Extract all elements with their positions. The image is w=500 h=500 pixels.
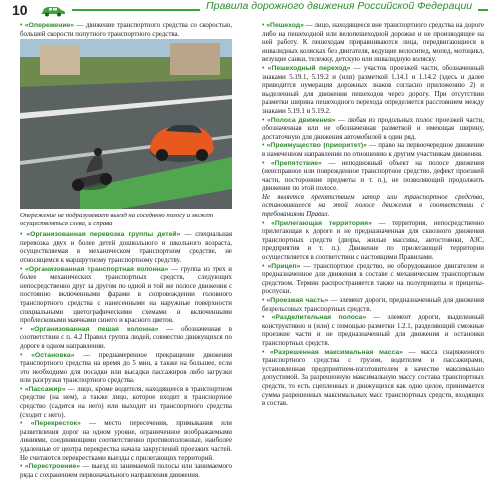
definition-term: «Проезжая часть»: [266, 297, 329, 304]
definition-entry: [20, 231, 232, 265]
page-header: [0, 0, 500, 22]
definition-text: — транспортное средство, не оборудованное двигателем и предназначенное для движения в составе с механическим транспортным средством. Термин распространяется также на полуприцепы и прицепы-роспуски.: [262, 262, 484, 296]
right-column: [262, 22, 484, 409]
left-column: [20, 22, 232, 480]
bullet-mark: •: [262, 348, 270, 356]
definition-term: «Опережение»: [24, 22, 75, 29]
definition-entry: [20, 326, 232, 352]
definition-text: — специальная перевозка двух и более детей дошкольного и школьного возраста, осуществляемая в механическом транспортном средстве, не относящемся к маршрутному транспортному средству.: [20, 231, 232, 264]
bullet-mark: •: [20, 325, 31, 333]
definition-text: — лицо, кроме водителя, находящееся в транспортном средстве (на нем), а также лицо, которое входит в транспортное средство (садится на него) или выходит из транспортного средства (сходит с него).: [20, 385, 232, 419]
definition-text: — выезд из занимаемой полосы или занимаемого ряда с сохранением первоначального направления движения.: [20, 463, 232, 479]
bullet-mark: •: [262, 262, 268, 270]
definition-entry: [262, 65, 484, 117]
definition-text: — участок проезжей части, обозначенный знаками 5.19.1, 5.19.2 и (или) разметкой 1.14.1 и 1.14.2 (здесь и далее приводится нумерация дорожных знаков согласно приложению 2) и выделенный для движения пешеходов через дорогу. При отсутствии разметки ширина пешеходного перехода определяется расстоянием между знаками 5.19.1 и 5.19.2.: [262, 64, 484, 115]
definition-text: — элемент дороги, предназначенный для движения безрельсовых транспортных средств.: [262, 297, 484, 313]
definition-term: «Перекресток»: [30, 420, 81, 428]
definition-text: — масса снаряженного транспортного средства с грузом, водителем и пассажирами, установленная предприятием-изготовителем в качестве максимально допустимой. За разрешенную максимальную массу состава транспортных средств, то есть сцепленных и движущихся как одно целое, принимается сумма разрешенных максимальных масс транспортных средств, входящих в состав.: [262, 348, 484, 408]
definition-term: «Остановка»: [31, 351, 75, 359]
definition-overtaking: [20, 22, 232, 39]
definition-entry: [262, 349, 484, 409]
definition-term: «Пешеходный переход»: [267, 64, 351, 72]
definition-entry: [262, 314, 484, 348]
definition-entry: [20, 463, 232, 480]
bullet-mark: •: [20, 265, 26, 273]
definition-term: «Пешеход»: [266, 22, 304, 29]
definition-term: «Разделительная полоса»: [271, 314, 367, 322]
running-title: Правила дорожного движения Российской Федерации: [200, 0, 478, 12]
bullet-mark: •: [20, 351, 32, 359]
photo-caption: Опережение не подразумевает выезд на соседнюю полосу и может осуществляться слева, и справа: [20, 212, 214, 228]
definition-term: «Прицеп»: [267, 262, 301, 270]
definition-text: — группа из трех и более механических транспортных средств, следующих непосредственно друг за другом по одной и той же полосе движения с постоянно включенными фарами в сопровождении головного транспортного средства с нанесенными на наружные поверхности специальными цветографическими схемами и включенными проблесковыми маячками синего и красного цветов.: [20, 265, 232, 325]
definition-entry: [262, 263, 484, 297]
definition-term: «Преимущество (приоритет)»: [266, 142, 367, 150]
definition-text: — элемент дороги, выделенный конструктивно и (или) с помощью разметки 1.2.1, разделяющий смежные проезжие части и не предназначенный для движения и остановки транспортных средств.: [262, 314, 484, 347]
definition-entry: [20, 386, 232, 420]
definition-entry: [262, 142, 484, 159]
bullet-mark: •: [262, 159, 271, 167]
bullet-mark: •: [262, 314, 272, 322]
definition-text: — право на первоочередное движение в намеченном направлении по отношению к другим участникам движения.: [262, 142, 485, 158]
definition-text: — обозначенная в соответствии с п. 4.2 Правил группа людей, совместно движущихся по дороге в одном направлении.: [20, 325, 232, 350]
car-icon: [40, 5, 66, 17]
definition-text: — территория, непосредственно прилегающая к дороге и не предназначенная для сквозного движения транспортных средств (дворы, жилые массивы, автостоянки, АЗС, предприятия и т. п.). Движение по прилегающей территории осуществляется в соответствии с настоящими Правилами.: [262, 219, 484, 262]
bullet-mark: •: [20, 420, 31, 428]
bullet-mark: •: [262, 297, 267, 304]
definition-entry: [20, 266, 232, 326]
definition-entry: [262, 160, 484, 194]
definition-term: «Полоса движения»: [267, 116, 336, 124]
definition-entry: [262, 220, 484, 263]
bullet-mark: •: [262, 64, 268, 72]
definition-term: «Организованная транспортная колонна»: [25, 265, 169, 273]
definition-text: — любая из продольных полос проезжей части, обозначенная или не обозначенная разметкой и имеющая ширину, достаточную для движения автомобилей в один ряд.: [262, 116, 484, 141]
bullet-mark: •: [20, 385, 25, 393]
definition-term: «Прилегающая территория»: [271, 219, 372, 227]
definition-text: — движение транспортного средства со скоростью, большей скорости попутного транспортного средства.: [20, 22, 232, 38]
overtaking-illustration: [20, 39, 232, 209]
definition-entry: [262, 117, 484, 143]
definition-term: «Организованная перевозка группы детей»: [26, 231, 181, 239]
bullet-mark: •: [20, 231, 27, 239]
definition-term: «Перестроение»: [24, 463, 81, 471]
bullet-mark: •: [262, 219, 272, 227]
definition-entry: [20, 420, 232, 463]
definition-term: «Организованная пешая колонна»: [30, 325, 159, 333]
definition-text: — лицо, находящееся вне транспортного средства на дороге либо на пешеходной или велопешеходной дорожке и не производящее на ней работу. К пешеходам приравниваются лица, передвигающиеся в инвалидных колясках без двигателя, ведущие велосипед, мопед, мотоцикл, везущие санки, тележку, детскую или инвалидную коляску.: [262, 22, 484, 64]
definition-term: «Разрешенная максимальная масса»: [269, 348, 403, 356]
bullet-mark: •: [20, 463, 25, 471]
definition-text: — место пересечения, примыкания или разветвления дорог на одном уровне, ограниченное воображаемыми линиями, соединяющими соответственно противоположные, наиболее удаленные от центра перекрестка начала закруглений проезжих частей. Не считаются перекрестками выезды с прилегающих территорий.: [20, 420, 232, 462]
definition-entry: [262, 297, 484, 314]
road-photo: [20, 39, 232, 209]
definition-entry: [262, 22, 484, 65]
page-number: 10: [12, 2, 28, 18]
definition-text: — преднамеренное прекращение движения транспортного средства на время до 5 мин, а также на большее, если это необходимо для посадки или высадки пассажиров либо загрузки или разгрузки транспортного средства.: [20, 351, 232, 385]
bullet-mark: •: [262, 142, 267, 150]
definition-text: — неподвижный объект на полосе движения (неисправное или поврежденное транспортное средство, дефект проезжей части, посторонние предметы и т. п.), не позволяющий продолжить движение по этой полосе.: [262, 159, 484, 193]
bullet-mark: •: [20, 22, 25, 29]
bullet-mark: •: [262, 22, 267, 29]
definition-entry: [20, 352, 232, 386]
definition-term: «Пассажир»: [24, 385, 66, 393]
bullet-mark: •: [262, 116, 268, 124]
definition-note: Не является препятствием затор или транспортное средство, остановившееся на этой полосе движения в соответствии с требованиями Правил.: [262, 193, 484, 219]
definition-term: «Препятствие»: [270, 159, 322, 167]
